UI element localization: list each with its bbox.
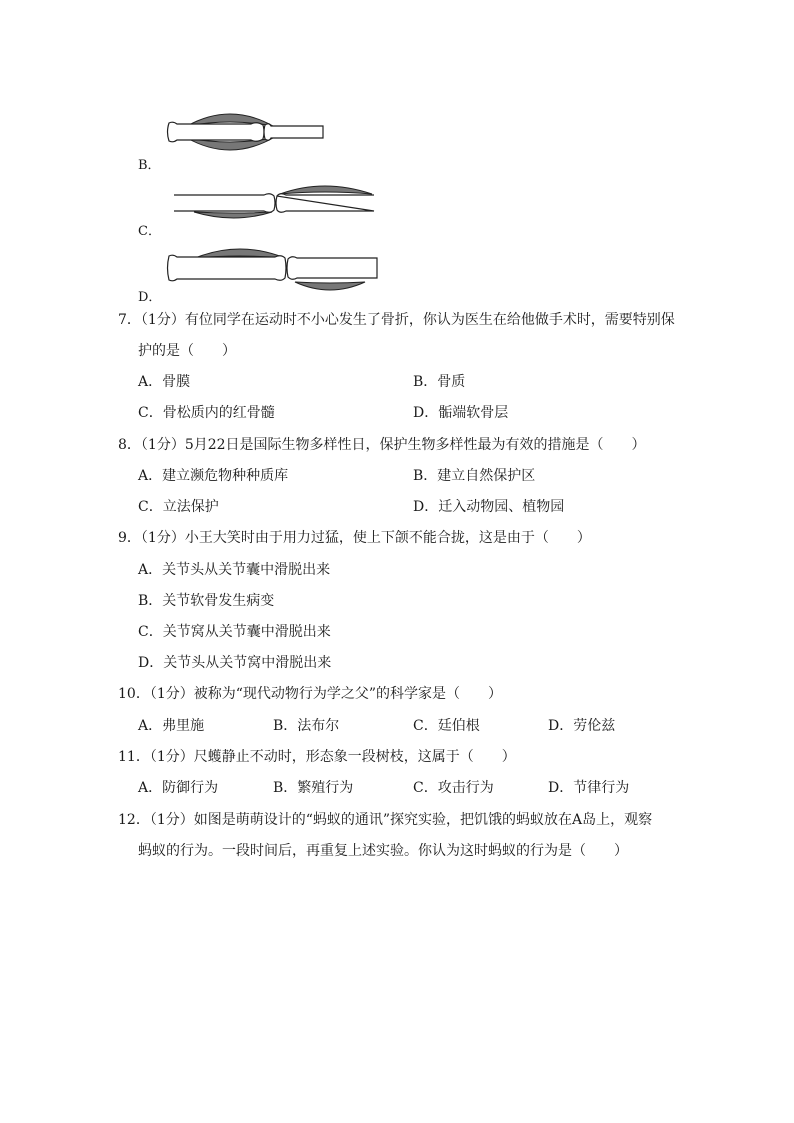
question-9-option-d: D．关节头从关节窝中滑脱出来 <box>138 655 332 671</box>
question-10-option-d: D．劳伦兹 <box>548 718 616 734</box>
question-7-stem-line-2: 护的是（ ） <box>138 343 236 359</box>
question-7-stem-line-1: 7．（1分）有位同学在运动时不小心发生了骨折，你认为医生在给他做手术时，需要特别保 <box>118 312 675 328</box>
question-7-option-b: B．骨质 <box>413 374 466 390</box>
question-9-stem: 9．（1分）小王大笑时由于用力过猛，使上下颌不能合拢，这是由于（ ） <box>118 530 591 546</box>
question-11-option-b: B．繁殖行为 <box>273 780 354 796</box>
question-11-option-d: D．节律行为 <box>548 780 630 796</box>
question-8-option-a: A．建立濒危物种种质库 <box>138 468 289 484</box>
question-9-option-b: B．关节软骨发生病变 <box>138 593 275 609</box>
question-11-option-c: C．攻击行为 <box>413 780 494 796</box>
question-8-option-d: D．迁入动物园、植物园 <box>413 499 565 515</box>
question-12-stem-line-1: 12．（1分）如图是萌萌设计的“蚂蚁的通讯”探究实验，把饥饿的蚂蚁放在A岛上，观察 <box>118 812 653 828</box>
question-12-stem-line-2: 蚂蚁的行为。一段时间后，再重复上述实验。你认为这时蚂蚁的行为是（ ） <box>138 843 628 859</box>
figure-c-label: C． <box>138 224 161 239</box>
question-10-option-c: C．廷伯根 <box>413 718 480 734</box>
figure-c-bone-muscle <box>172 182 377 224</box>
question-11-option-a: A．防御行为 <box>138 780 219 796</box>
question-10-option-b: B．法布尔 <box>273 718 340 734</box>
question-8-option-b: B．建立自然保护区 <box>413 468 536 484</box>
question-10-option-a: A．弗里施 <box>138 718 205 734</box>
figure-b-label: B． <box>138 158 161 173</box>
figure-b-bone-muscle <box>165 108 325 158</box>
figure-d-bone-muscle <box>165 246 379 298</box>
question-7-option-d: D．骺端软骨层 <box>413 405 509 421</box>
question-7-option-c: C．骨松质内的红骨髓 <box>138 405 275 421</box>
question-9-option-c: C．关节窝从关节囊中滑脱出来 <box>138 624 331 640</box>
figure-d-label: D． <box>138 290 162 305</box>
question-8-stem: 8．（1分）5月22日是国际生物多样性日，保护生物多样性最为有效的措施是（ ） <box>118 437 646 453</box>
question-8-option-c: C．立法保护 <box>138 499 219 515</box>
question-9-option-a: A．关节头从关节囊中滑脱出来 <box>138 562 331 578</box>
question-11-stem: 11．（1分）尺蠖静止不动时，形态象一段树枝，这属于（ ） <box>118 749 516 765</box>
question-7-option-a: A．骨膜 <box>138 374 191 390</box>
question-10-stem: 10．（1分）被称为“现代动物行为学之父”的科学家是（ ） <box>118 686 503 702</box>
